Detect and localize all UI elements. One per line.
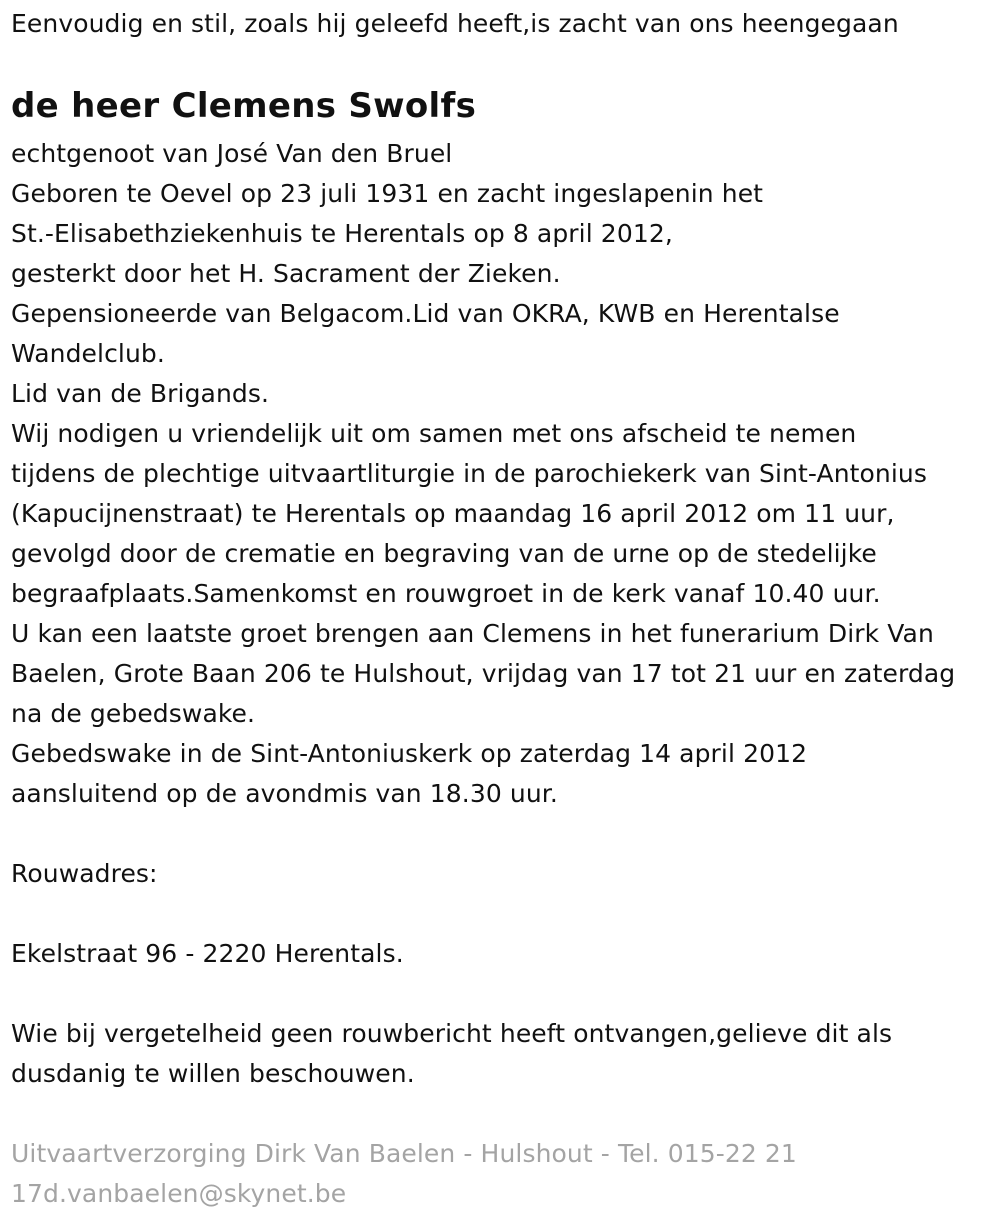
body-line: aansluitend op de avondmis van 18.30 uur. <box>11 779 558 808</box>
closing-line: dusdanig te willen beschouwen. <box>11 1059 415 1088</box>
address-text: Ekelstraat 96 - 2220 Herentals. <box>11 939 404 968</box>
body-line: Baelen, Grote Baan 206 te Hulshout, vrijdag van 17 tot 21 uur en zaterdag <box>11 659 956 688</box>
body-line: gevolgd door de crematie en begraving van de urne op de stedelijke <box>11 539 877 568</box>
body-line: gesterkt door het H. Sacrament der Zieken. <box>11 259 561 288</box>
closing-line: Wie bij vergetelheid geen rouwbericht heeft ontvangen,gelieve dit als <box>11 1019 893 1048</box>
intro-text: Eenvoudig en stil, zoals hij geleefd heeft,is zacht van ons heengegaan <box>11 9 899 38</box>
address-label: Rouwadres: <box>11 859 158 888</box>
body-line: na de gebedswake. <box>11 699 256 728</box>
body-line: St.-Elisabethziekenhuis te Herentals op 8 april 2012, <box>11 219 673 248</box>
body-line: (Kapucijnenstraat) te Herentals op maandag 16 april 2012 om 11 uur, <box>11 499 895 528</box>
body-line: Wandelclub. <box>11 339 165 368</box>
body-line: Geboren te Oevel op 23 juli 1931 en zacht ingeslapenin het <box>11 179 764 208</box>
body-line: Gebedswake in de Sint-Antoniuskerk op zaterdag 14 april 2012 <box>11 739 808 768</box>
deceased-name: de heer Clemens Swolfs <box>11 86 477 126</box>
funeral-director-line: Uitvaartverzorging Dirk Van Baelen - Hulshout - Tel. 015-22 21 <box>11 1139 797 1168</box>
body-line: Gepensioneerde van Belgacom.Lid van OKRA, KWB en Herentalse <box>11 299 840 328</box>
body-line: tijdens de plechtige uitvaartliturgie in de parochiekerk van Sint-Antonius <box>11 459 927 488</box>
funeral-director-email: 17d.vanbaelen@skynet.be <box>11 1179 347 1208</box>
body-line: Lid van de Brigands. <box>11 379 270 408</box>
body-line: U kan een laatste groet brengen aan Clemens in het funerarium Dirk Van <box>11 619 934 648</box>
body-line: begraafplaats.Samenkomst en rouwgroet in de kerk vanaf 10.40 uur. <box>11 579 881 608</box>
body-line: Wij nodigen u vriendelijk uit om samen met ons afscheid te nemen <box>11 419 857 448</box>
body-line: echtgenoot van José Van den Bruel <box>11 139 453 168</box>
